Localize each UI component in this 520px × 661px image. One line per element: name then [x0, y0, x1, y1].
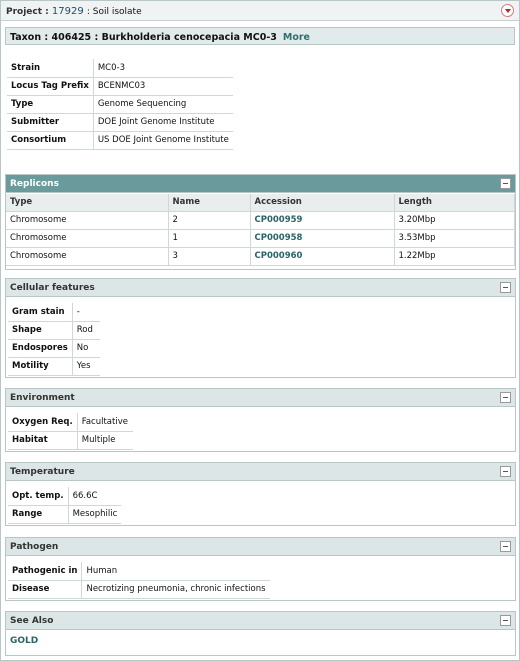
accession-link[interactable]: CP000960: [250, 247, 394, 265]
replicons-title: Replicons: [10, 179, 59, 189]
environment-section: [5, 388, 516, 452]
cellular-features-table: [8, 303, 100, 376]
replicons-header: [6, 175, 515, 193]
pathogen-header: [6, 538, 515, 556]
table-row: [6, 211, 515, 229]
feature-key: Motility: [8, 357, 72, 375]
temperature-key: Range: [8, 505, 68, 523]
see-also-header: [6, 612, 515, 630]
table-row: [7, 77, 233, 95]
feature-key: Gram stain: [8, 303, 72, 321]
pathogen-value: Human: [82, 562, 270, 580]
accession-link[interactable]: CP000959: [250, 211, 394, 229]
replicon-type: Chromosome: [6, 229, 168, 247]
temperature-section: [5, 462, 516, 526]
more-link[interactable]: More: [282, 32, 310, 43]
replicon-length: 3.53Mbp: [394, 229, 515, 247]
feature-value: Rod: [72, 321, 100, 339]
collapse-icon[interactable]: [500, 178, 511, 189]
collapse-icon[interactable]: [500, 541, 511, 552]
feature-value: Yes: [72, 357, 100, 375]
replicon-type: Chromosome: [6, 211, 168, 229]
feature-value: No: [72, 339, 100, 357]
temperature-value: Mesophilic: [68, 505, 121, 523]
environment-table: [8, 413, 133, 450]
table-row: [8, 357, 100, 375]
environment-key: Oxygen Req.: [8, 413, 77, 431]
taxon-header: [5, 27, 515, 45]
table-row: [7, 59, 233, 77]
replicon-length: 1.22Mbp: [394, 247, 515, 265]
project-header: [1, 1, 519, 21]
replicons-section: [5, 174, 516, 270]
table-row: [8, 413, 133, 431]
temperature-table: [8, 487, 121, 524]
temperature-header: [6, 463, 515, 481]
project-id-link[interactable]: 17929: [51, 6, 84, 17]
table-row: [8, 303, 100, 321]
replicon-name: 3: [168, 247, 250, 265]
table-row: [6, 247, 515, 265]
column-header-name: Name: [168, 194, 250, 211]
pathogen-key: Pathogenic in: [8, 562, 82, 580]
collapse-icon[interactable]: [500, 466, 511, 477]
gold-link[interactable]: GOLD: [10, 636, 39, 646]
accession-link[interactable]: CP000958: [250, 229, 394, 247]
cellular-features-title: Cellular features: [10, 283, 95, 293]
table-row: [8, 321, 100, 339]
feature-value: -: [72, 303, 100, 321]
environment-key: Habitat: [8, 431, 77, 449]
details-table: [7, 59, 233, 150]
dropdown-icon[interactable]: [501, 4, 514, 17]
environment-value: Facultative: [77, 413, 133, 431]
table-row: [8, 431, 133, 449]
temperature-value: 66.6C: [68, 487, 121, 505]
detail-key: Submitter: [7, 113, 93, 131]
table-row: [8, 580, 270, 598]
table-row: [8, 562, 270, 580]
collapse-icon[interactable]: [500, 282, 511, 293]
environment-value: Multiple: [77, 431, 133, 449]
feature-key: Endospores: [8, 339, 72, 357]
table-row: [8, 505, 121, 523]
column-header-accession: Accession: [250, 194, 394, 211]
collapse-icon[interactable]: [500, 392, 511, 403]
replicon-type: Chromosome: [6, 247, 168, 265]
project-title: [6, 6, 142, 17]
table-row: [7, 113, 233, 131]
project-name: : Soil isolate: [86, 7, 142, 17]
pathogen-key: Disease: [8, 580, 82, 598]
pathogen-title: Pathogen: [10, 542, 59, 552]
pathogen-table: [8, 562, 270, 599]
table-row: [6, 229, 515, 247]
cellular-features-header: [6, 279, 515, 297]
temperature-key: Opt. temp.: [8, 487, 68, 505]
detail-key: Strain: [7, 59, 93, 77]
temperature-title: Temperature: [10, 467, 75, 477]
detail-value: MC0-3: [93, 59, 233, 77]
column-header-type: Type: [6, 194, 168, 211]
replicon-length: 3.20Mbp: [394, 211, 515, 229]
detail-value: BCENMC03: [93, 77, 233, 95]
table-row: [7, 131, 233, 149]
detail-key: Type: [7, 95, 93, 113]
detail-value: Genome Sequencing: [93, 95, 233, 113]
column-header-length: Length: [394, 194, 515, 211]
replicon-name: 2: [168, 211, 250, 229]
taxon-title: Taxon : 406425 : Burkholderia cenocepacia MC0-3: [10, 32, 277, 43]
detail-key: Consortium: [7, 131, 93, 149]
table-row: [7, 95, 233, 113]
detail-value: US DOE Joint Genome Institute: [93, 131, 233, 149]
detail-value: DOE Joint Genome Institute: [93, 113, 233, 131]
see-also-title: See Also: [10, 616, 54, 626]
replicons-table: [6, 194, 515, 266]
project-label: Project :: [6, 7, 49, 17]
see-also-section: [5, 611, 516, 656]
environment-title: Environment: [10, 393, 75, 403]
table-header-row: [6, 194, 515, 211]
pathogen-value: Necrotizing pneumonia, chronic infections: [82, 580, 270, 598]
cellular-features-section: [5, 278, 516, 378]
replicon-name: 1: [168, 229, 250, 247]
collapse-icon[interactable]: [500, 615, 511, 626]
feature-key: Shape: [8, 321, 72, 339]
table-row: [8, 339, 100, 357]
environment-header: [6, 389, 515, 407]
table-row: [8, 487, 121, 505]
detail-key: Locus Tag Prefix: [7, 77, 93, 95]
pathogen-section: [5, 537, 516, 601]
